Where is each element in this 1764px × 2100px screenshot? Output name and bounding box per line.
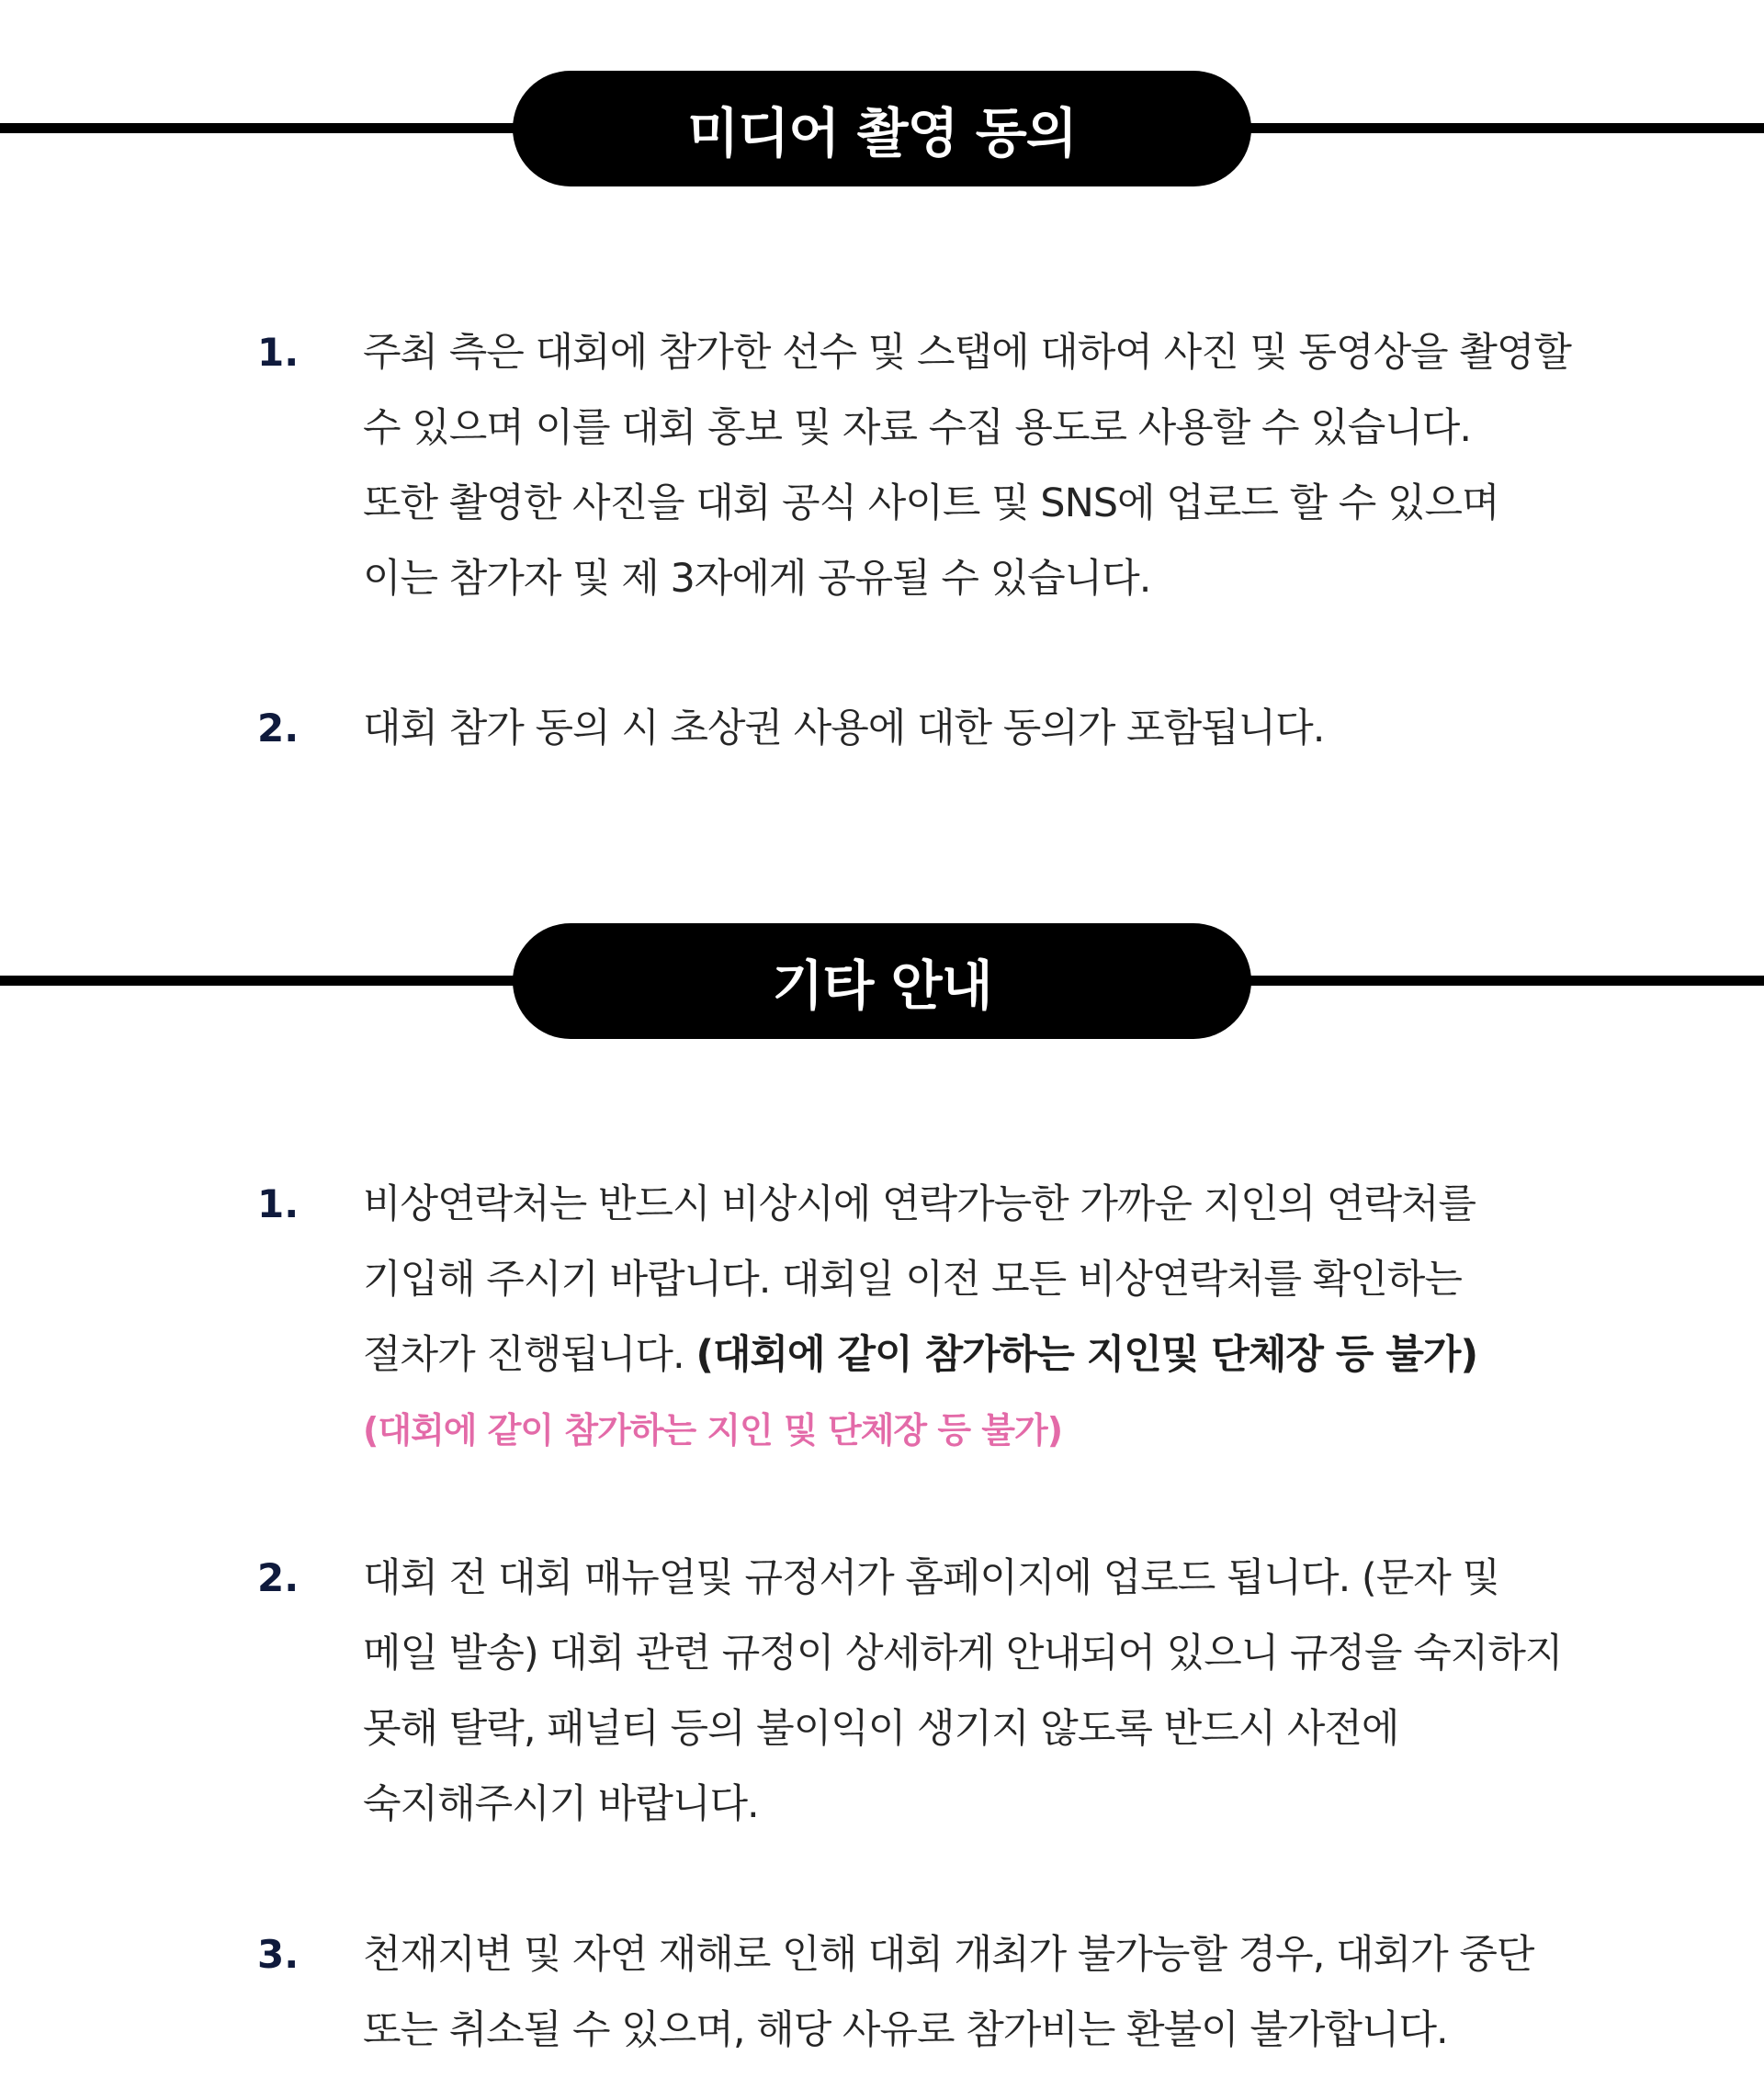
item-line: 천재지변 및 자연 재해로 인해 대회 개최가 불가능할 경우, 대회가 중단 (363, 1932, 1534, 1978)
item-line (363, 1317, 1557, 1393)
item-line: 기입해 주시기 바랍니다. 대회일 이전 모든 비상연락처를 확인하는 (363, 1257, 1462, 1303)
item-text (363, 315, 1571, 616)
item-line: 메일 발송) 대회 관련 규정이 상세하게 안내되어 있으니 규정을 숙지하지 (363, 1631, 1563, 1677)
item-number: 3. (257, 1932, 300, 1977)
bold-restriction-note: (대회에 같이 참가하는 지인및 단체장 등 불가) (695, 1332, 1478, 1378)
media-consent-title: 미디어 촬영 동의 (513, 71, 1251, 186)
item-line-prefix: 절차가 진행됩니다. (363, 1332, 696, 1378)
item-line: 대회 전 대회 매뉴얼및 규정서가 홈페이지에 업로드 됩니다. (문자 및 (363, 1555, 1499, 1601)
item-line: 숙지해주시기 바랍니다. (363, 1781, 759, 1827)
etc-notice-title: 기타 안내 (513, 923, 1251, 1039)
item-text (363, 691, 1557, 766)
item-line: 주최 측은 대회에 참가한 선수 및 스탭에 대하여 사진 및 동영상을 촬영할 (363, 330, 1571, 376)
item-line: 또는 취소될 수 있으며, 해당 사유로 참가비는 환불이 불가합니다. (363, 2007, 1448, 2053)
item-number: 2. (257, 1555, 300, 1600)
item-line: 비상연락처는 반드시 비상시에 연락가능한 가까운 지인의 연락처를 (363, 1181, 1476, 1227)
media-consent-header (0, 71, 1764, 186)
item-line: 못해 탈락, 패널티 등의 불이익이 생기지 않도록 반드시 사전에 (363, 1706, 1399, 1752)
item-text (363, 1541, 1563, 1842)
item-text (363, 1167, 1557, 1468)
etc-notice-header (0, 923, 1764, 1039)
item-text (363, 1917, 1557, 2068)
item-number: 2. (257, 706, 300, 751)
item-line: 또한 촬영한 사진을 대회 공식 사이트 및 SNS에 업로드 할 수 있으며 (363, 480, 1499, 526)
item-line: 대회 참가 동의 시 초상권 사용에 대한 동의가 포함됩니다. (363, 706, 1325, 751)
item-line: 수 있으며 이를 대회 홍보 및 자료 수집 용도로 사용할 수 있습니다. (363, 405, 1472, 451)
pink-restriction-note: (대회에 같이 참가하는 지인 및 단체장 등 불가) (363, 1410, 1063, 1451)
item-number: 1. (257, 1181, 300, 1226)
item-line: 이는 참가자 및 제 3자에게 공유될 수 있습니다. (363, 556, 1151, 602)
item-number: 1. (257, 330, 300, 375)
